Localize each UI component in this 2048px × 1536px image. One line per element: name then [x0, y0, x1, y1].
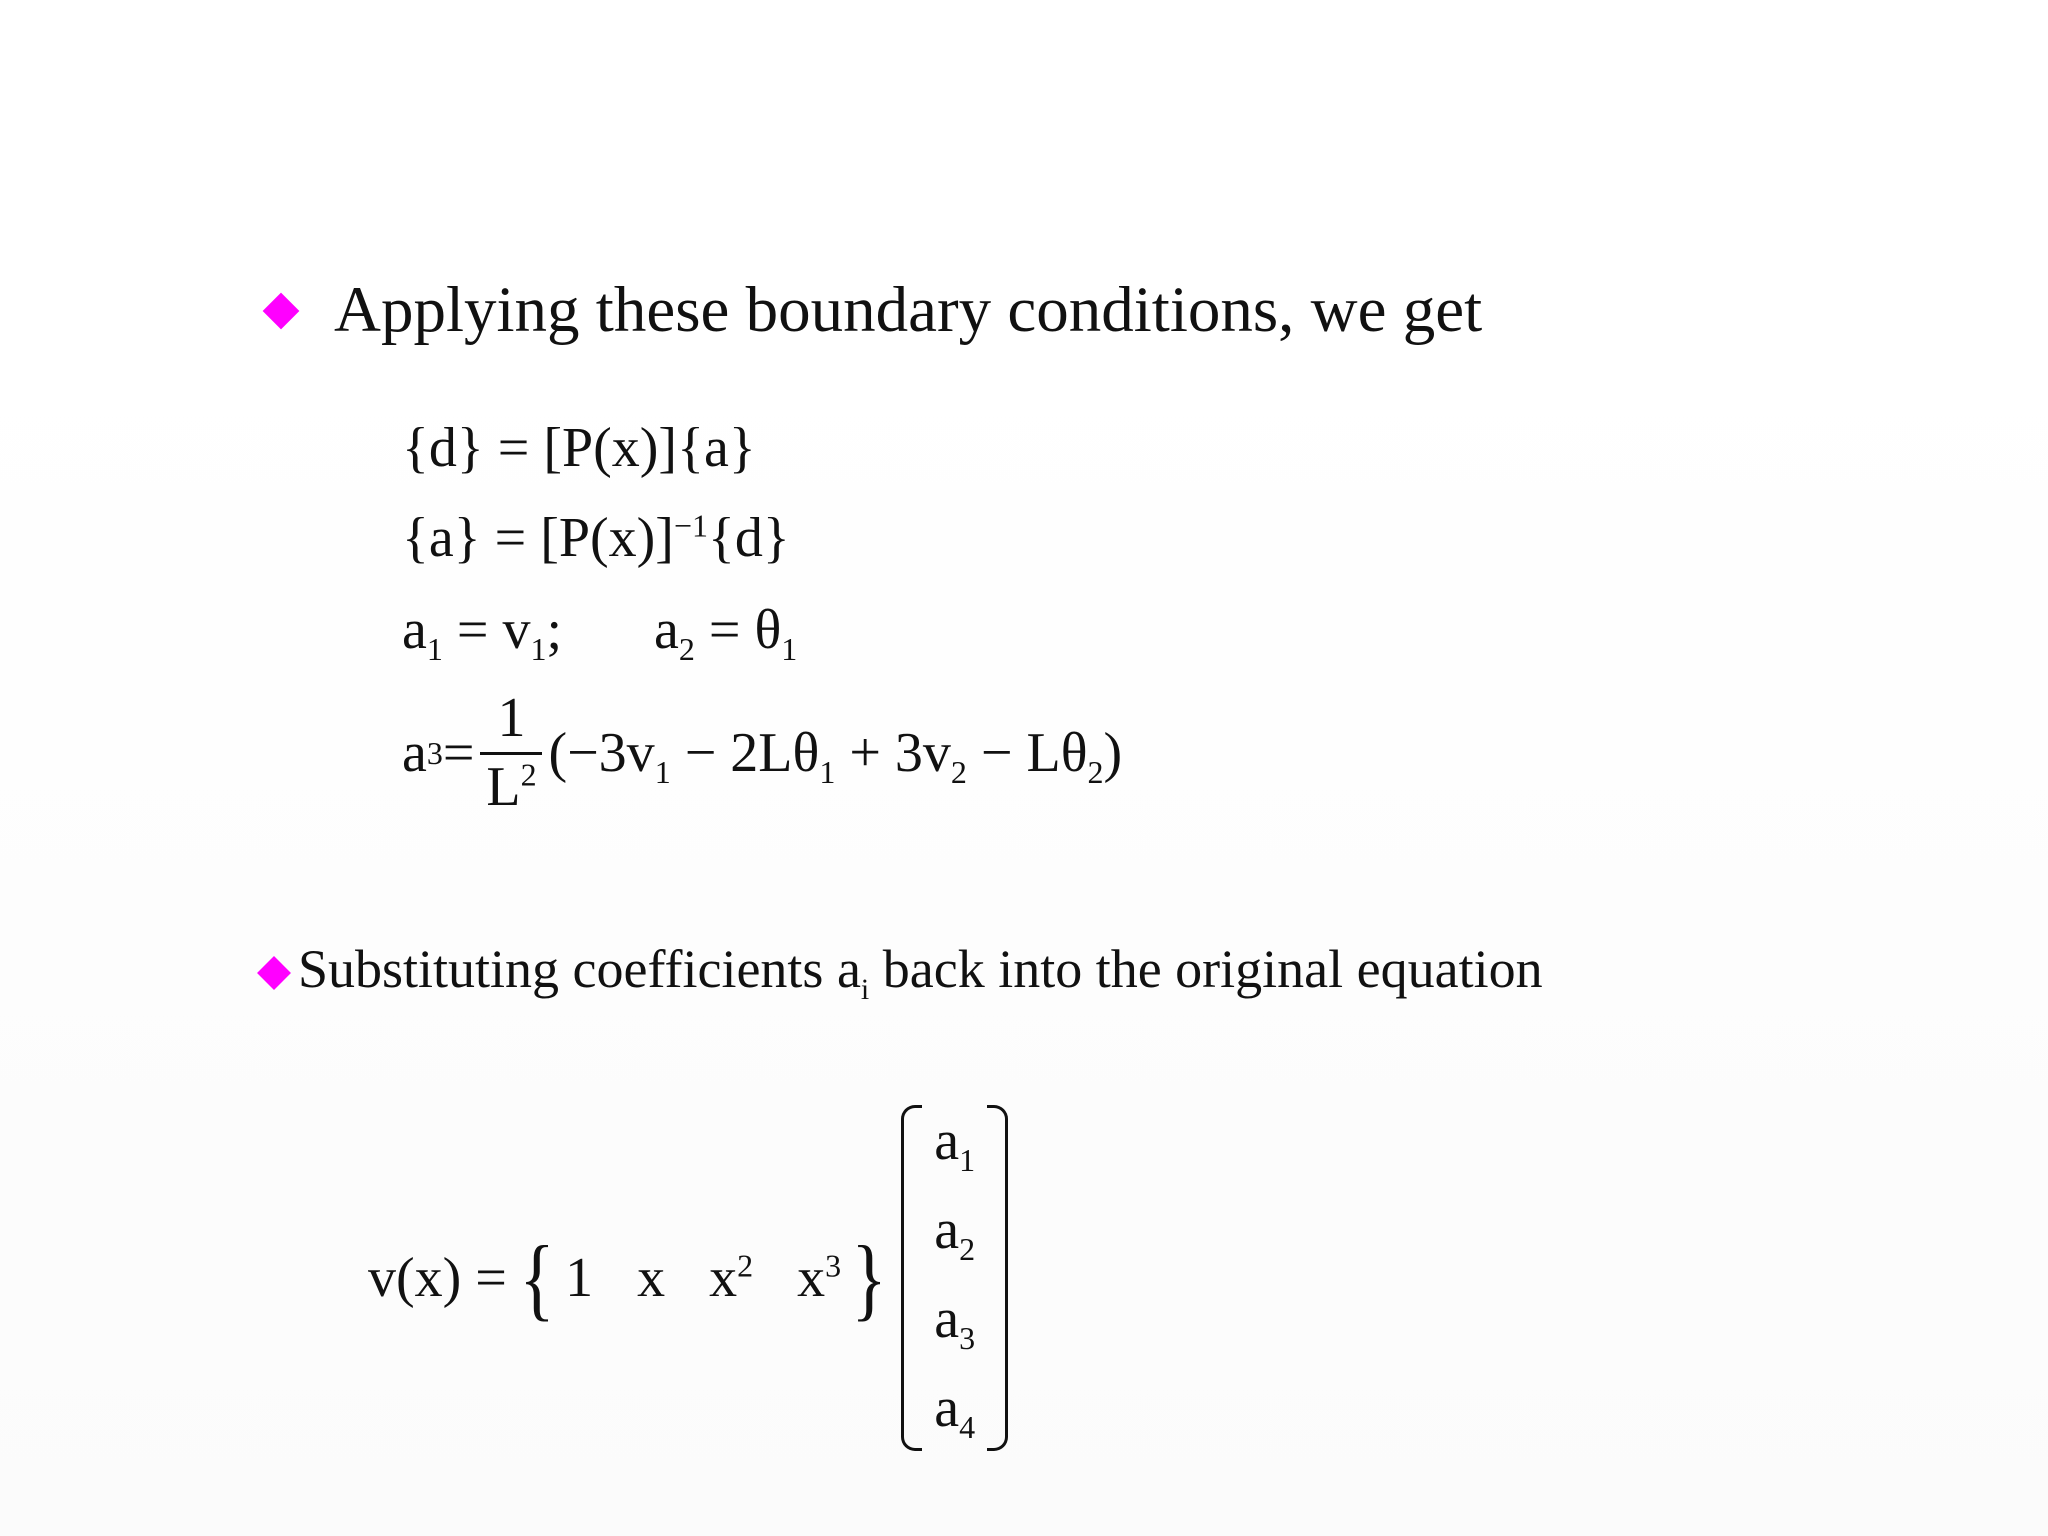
column-entries: [922, 1110, 987, 1445]
symbol: a: [934, 1287, 960, 1350]
subscript: 3: [959, 1320, 976, 1357]
equation-d-equals-pa: [402, 417, 756, 479]
subscript: 4: [959, 1409, 976, 1445]
symbol: =: [442, 721, 475, 784]
subscript: 2: [959, 1231, 976, 1268]
superscript: 2: [737, 1247, 754, 1284]
equation-a1-a2: [402, 599, 798, 668]
superscript: 2: [520, 756, 537, 793]
diamond-bullet-icon: [257, 956, 291, 990]
row-entry: [709, 1246, 753, 1310]
row-entry: [565, 1246, 593, 1310]
symbol: L: [486, 756, 521, 818]
equation-a3: a 3 = $\frac{1}{L^2}$ $(-3v_1 - 2L\theta_1 + 3v_2 - L\theta_2)$: [402, 687, 1123, 818]
column-vector: [901, 1105, 1008, 1451]
column-entry: [934, 1110, 976, 1179]
subscript: i: [860, 972, 870, 1006]
equation-text: {a} = [P(x)]: [402, 507, 674, 569]
symbol: ;: [546, 599, 563, 661]
symbol: x: [797, 1247, 826, 1309]
column-entry: [934, 1376, 976, 1445]
row-entry: [637, 1246, 665, 1310]
column-entry: [934, 1198, 976, 1268]
left-brace: {: [519, 1227, 555, 1329]
subscript: 1: [959, 1142, 976, 1179]
symbol: a: [402, 721, 427, 784]
numerator: 1: [497, 687, 526, 749]
subscript: 1: [530, 631, 547, 668]
bullet-text: Applying these boundary conditions, we get: [334, 274, 1483, 346]
bullet-text-part: Substituting coefficients a: [298, 939, 861, 999]
subscript: 1: [654, 753, 671, 790]
symbol: = θ: [694, 599, 782, 661]
term: ): [1103, 721, 1123, 784]
subscript: 2: [1087, 753, 1104, 790]
denominator: [486, 756, 537, 818]
equation-lhs: v(x) =: [368, 1247, 507, 1309]
symbol: a: [934, 1198, 960, 1261]
row-vector: [565, 1246, 841, 1310]
fraction-one-over-l-squared: [480, 687, 542, 818]
right-bracket: [987, 1105, 1008, 1451]
term: − 2Lθ: [670, 721, 820, 784]
subscript: 1: [426, 631, 443, 668]
symbol: a: [934, 1110, 960, 1172]
left-bracket: [901, 1105, 922, 1451]
bullet-text: [298, 939, 1543, 1006]
equation-a-equals-pinv-d: [402, 507, 790, 569]
term: (−3v: [548, 721, 655, 784]
term: + 3v: [835, 721, 951, 784]
symbol: x: [709, 1247, 738, 1309]
row-entry: [797, 1246, 841, 1310]
symbol: a: [934, 1376, 960, 1439]
bullet-applying-conditions: [268, 274, 1483, 346]
subscript: 1: [781, 631, 798, 668]
parenthetical-expression: [548, 721, 1123, 790]
subscript: 1: [819, 753, 836, 790]
diamond-bullet-icon: [263, 292, 300, 329]
superscript: −1: [673, 507, 708, 544]
equation-text: {d} = [P(x)]{a}: [402, 417, 756, 479]
fraction-bar: [480, 752, 542, 755]
column-entry: [934, 1287, 976, 1357]
bullet-substituting-coefficients: [262, 939, 1543, 1006]
subscript: 2: [678, 631, 695, 668]
symbol: 1: [565, 1247, 594, 1309]
subscript: 2: [950, 753, 967, 790]
symbol: a: [402, 599, 427, 661]
right-brace: }: [851, 1227, 887, 1329]
bullet-text-part: back into the original equation: [869, 939, 1543, 999]
superscript: 3: [825, 1247, 842, 1284]
symbol: = v: [442, 599, 531, 661]
symbol: a: [654, 599, 679, 661]
symbol: x: [637, 1247, 666, 1309]
equation-text: {d}: [707, 507, 790, 569]
term: − Lθ: [966, 721, 1088, 784]
equation-v-of-x: [368, 1105, 1008, 1451]
